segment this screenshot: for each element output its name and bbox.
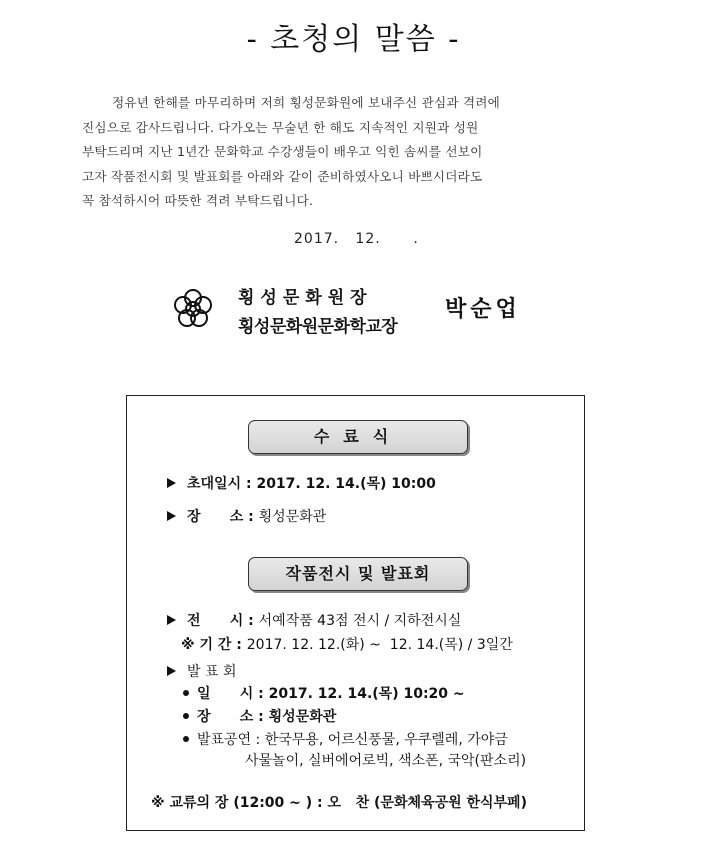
event-details-box bbox=[126, 395, 585, 831]
exhibition-heading: 작품전시 및 발표회 bbox=[248, 557, 468, 591]
bullet-triangle-icon bbox=[167, 478, 176, 488]
organization-names bbox=[238, 283, 397, 337]
bullet-triangle-icon bbox=[167, 666, 176, 676]
presentation-heading: 발 표 회 bbox=[187, 664, 237, 680]
ceremony-datetime: 초대일시 : 2017. 12. 14.(목) 10:00 bbox=[187, 476, 436, 492]
ceremony-place: 장 소 : 횡성문화관 bbox=[187, 509, 327, 525]
exchange-lunch: ※ 교류의 장 (12:00 ~ ) : 오 찬 (문화체육공원 한식부페) bbox=[151, 795, 527, 811]
exhibition-display: 전 시 : 서예작품 43점 전시 / 지하전시실 bbox=[187, 613, 462, 629]
bullet-dot-icon bbox=[183, 713, 189, 719]
presentation-performances-cont: 사물놀이, 실버에어로빅, 색소폰, 국악(판소리) bbox=[245, 753, 527, 769]
presentation-place: 장 소 : 횡성문화관 bbox=[197, 709, 337, 725]
intro-line: 정유년 한해를 마무리하며 저희 횡성문화원에 보내주신 관심과 격려에 bbox=[112, 95, 501, 110]
ceremony-heading: 수료식 bbox=[248, 420, 468, 454]
intro-line: 꼭 참석하시어 따뜻한 격려 부탁드립니다. bbox=[82, 193, 314, 208]
bullet-dot-icon bbox=[183, 690, 189, 696]
org-line-1: 횡성문화원장 bbox=[238, 288, 373, 308]
signer-name: 박순업 bbox=[445, 297, 521, 322]
org-line-2: 횡성문화원문화학교장 bbox=[238, 317, 398, 337]
bullet-triangle-icon bbox=[167, 511, 176, 521]
invitation-text bbox=[82, 91, 592, 214]
intro-line: 부탁드리며 지난 1년간 문화학교 수강생들이 배우고 익힌 솜씨를 선보이 bbox=[82, 144, 483, 159]
letter-date: 2017. 12. . bbox=[294, 231, 419, 247]
page-title: - 초청의 말씀 - bbox=[246, 22, 461, 57]
bullet-dot-icon bbox=[183, 736, 189, 742]
intro-line: 고자 작품전시회 및 발표회를 아래와 같이 준비하였사오니 바쁘시더라도 bbox=[82, 168, 483, 184]
presentation-performances: 발표공연 : 한국무용, 어르신풍물, 우쿠렐레, 가야금 bbox=[197, 732, 508, 748]
exhibition-period: ※ 기 간 : 2017. 12. 12.(화) ~ 12. 14.(목) / 3일간 bbox=[181, 637, 513, 653]
intro-line: 진심으로 감사드립니다. 다가오는 무술년 한 해도 지속적인 지원과 성원 bbox=[82, 119, 479, 135]
presentation-datetime: 일 시 : 2017. 12. 14.(목) 10:20 ~ bbox=[197, 686, 465, 702]
cultural-center-emblem-icon bbox=[172, 288, 214, 330]
bullet-triangle-icon bbox=[167, 615, 176, 625]
